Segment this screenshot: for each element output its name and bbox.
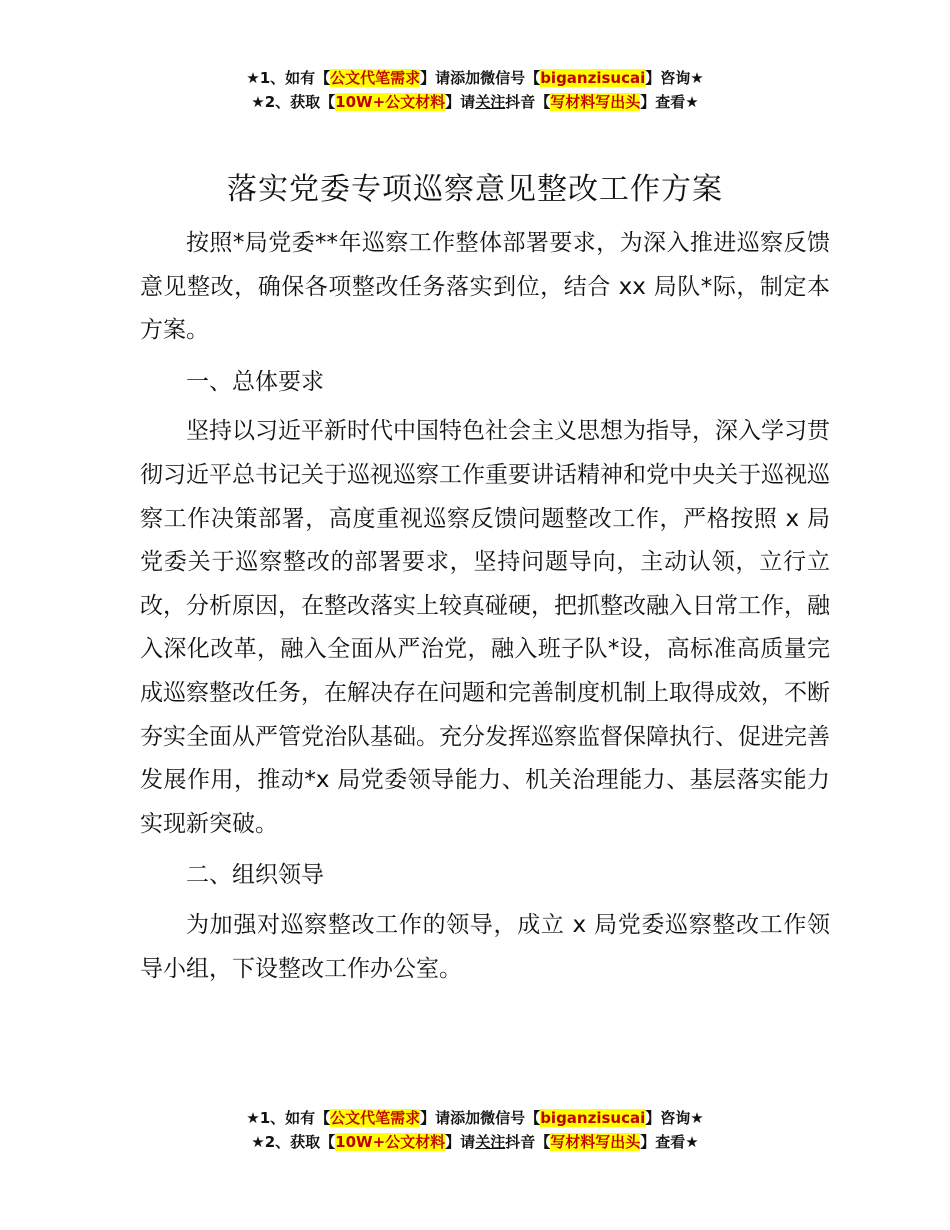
document-body [140,222,830,999]
highlight-materials: 10W+公文材料 [335,1133,446,1151]
document-title: 落实党委专项巡察意见整改工作方案 [227,172,723,207]
banner-text: 抖音【 [505,1133,551,1151]
banner-line-1 [0,66,950,90]
highlight-wechat-id: biganzisucai [540,1109,646,1127]
highlight-douyin: 写材料写出头 [550,93,641,111]
banner-text: 2、获取【 [264,93,336,111]
header-banner [0,66,950,114]
banner-text: 】请 [445,1133,476,1151]
highlight-ghostwriting: 公文代笔需求 [330,1109,421,1127]
star-icon: ★ [685,1133,699,1151]
banner-text: 1、如有【 [259,69,331,87]
banner-text: 抖音【 [505,93,551,111]
highlight-ghostwriting: 公文代笔需求 [330,69,421,87]
banner-text: 】咨询 [645,69,691,87]
section-heading: 二、组织领导 [186,862,324,889]
underlined-follow: 关注 [475,1133,506,1151]
section-heading: 一、总体要求 [186,368,324,395]
footer-banner [0,1106,950,1154]
highlight-douyin: 写材料写出头 [550,1133,641,1151]
banner-text: 】请添加微信号【 [420,1109,541,1127]
banner-text: 】请添加微信号【 [420,69,541,87]
star-icon: ★ [685,93,699,111]
banner-text: 】咨询 [645,1109,691,1127]
banner-text: 2、获取【 [264,1133,336,1151]
banner-line-1 [0,1106,950,1130]
star-icon: ★ [690,1109,704,1127]
banner-line-2 [0,1130,950,1154]
star-icon: ★ [246,69,260,87]
star-icon: ★ [251,93,265,111]
banner-text: 】查看 [640,93,686,111]
highlight-materials: 10W+公文材料 [335,93,446,111]
star-icon: ★ [251,1133,265,1151]
star-icon: ★ [246,1109,260,1127]
banner-text: 】请 [445,93,476,111]
highlight-wechat-id: biganzisucai [540,69,646,87]
intro-paragraph: 按照*局党委**年巡察工作整体部署要求，为深入推进巡察反馈意见整改，确保各项整改任务落实到位，结合 xx 局队*际，制定本方案。 [140,230,830,344]
section-paragraph: 坚持以习近平新时代中国特色社会主义思想为指导，深入学习贯彻习近平总书记关于巡视巡察工作重要讲话精神和党中央关于巡视巡察工作决策部署，高度重视巡察反馈问题整改工作，严格按照 x 局党委关于巡察整改的部署要求，坚持问题导向，主动认领，立行立改，分析原因，在整改落实上较真碰硬，把抓整改融入日常工作，融入深化改革，融入全面从严治党，融入班子队*设，高标准高质量完成巡察整改任务，在解决存在问题和完善制度机制上取得成效，不断夯实全面从严管党治队基础。充分发挥巡察监督保障执行、促进完善发展作用，推动*x 局党委领导能力、机关治理能力、基层落实能力实现新突破。 [140,418,830,837]
section-paragraph: 为加强对巡察整改工作的领导，成立 x 局党委巡察整改工作领导小组，下设整改工作办公室。 [140,911,830,982]
star-icon: ★ [690,69,704,87]
banner-line-2 [0,90,950,114]
banner-text: 1、如有【 [259,1109,331,1127]
banner-text: 】查看 [640,1133,686,1151]
underlined-follow: 关注 [475,93,506,111]
